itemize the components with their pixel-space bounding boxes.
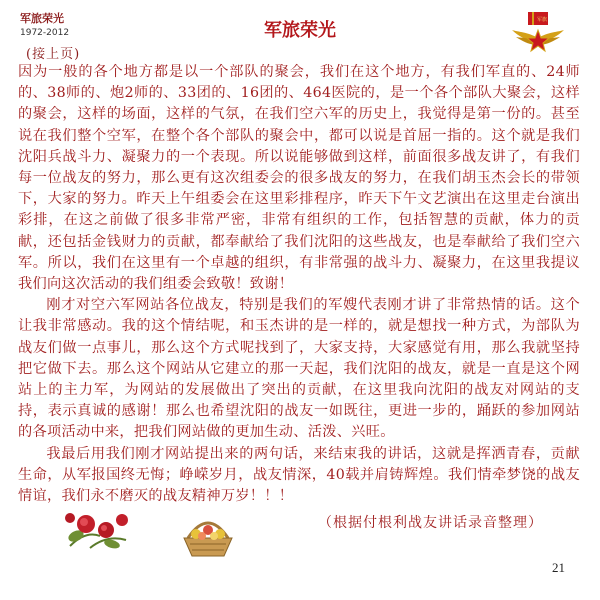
emblem-badge: 军旗 bbox=[536, 17, 548, 23]
source-note: （根据付根利战友讲话录音整理） bbox=[318, 515, 543, 531]
paragraph-3: 我最后用我们刚才网站提出来的两句话，来结束我的讲话，这就是挥洒青春，贡献生命，从军报国终无悔；峥嵘岁月，战友情深，40载并肩铸辉煌。我们情牵梦饶的战友情谊，我们永不磨灭的战友精神万岁！！！ bbox=[18, 445, 580, 505]
page-number: 21 bbox=[552, 560, 565, 575]
article-body bbox=[18, 62, 580, 507]
air-force-emblem-icon bbox=[510, 8, 566, 56]
flowers-decoration-icon bbox=[60, 506, 136, 554]
brand-years: 1972-2012 bbox=[20, 28, 70, 38]
paragraph-2: 刚才对空六军网站各位战友，特别是我们的军嫂代表刚才讲了非常热情的话。这个让我非常感动。我的这个情结呢，和玉杰讲的是一样的，就是想找一种方式，为部队为战友们做一点事儿，那么这个方式呢找到了，大家支持，大家感觉有用，那么我就坚持把它做下去。那么这个网站从它建立的那一天起，我们沈阳的战友，就是一直是这个网站上的主力军，为网站的发展做出了突出的贡献，在这里我向沈阳的战友对网站的支持，表示真诚的感谢！那么也希望沈阳的战友一如既往，更进一步的，踊跃的参加网站的各项活动中来，把我们网站做的更加生动、活泼、兴旺。 bbox=[18, 297, 580, 441]
continued-marker: (接上页) bbox=[26, 47, 81, 62]
paragraph-1: 因为一般的各个地方都是以一个部队的聚会，我们在这个地方，有我们军直的、24师的、38师的、炮2师的、33团的、16团的、464医院的，是一个各个部队大聚会，这样的聚会，这样的场面，这样的气氛，在我们空六军的历史上，我觉得是第一份的。甚至说在我们整个空军，在整个各个部队的聚会中，都可以说是首屈一指的。这个就是我们沈阳兵战斗力、凝聚力的一个表现。所以说能够做到这样，前面很多战友讲了，有我们每一位战友的努力，那么更有这次组委会的很多战友的努力，在我们胡玉杰会长的带领下，大家的努力。昨天上午组委会在这里彩排程序，昨天下午文艺演出在这里走台演出彩排，在这之前做了很多非常严密，非常有组织的工作，包括智慧的贡献，体力的贡献，还包括金钱财力的贡献，都奉献给了我们沈阳的这些战友，也是奉献给了我们空六军。所以，我们在这里有一个卓越的组织，有非常强的战斗力、凝聚力，在这里我提议我们向这次活动的我们组委会致敬！致谢！ bbox=[18, 64, 580, 293]
flower-basket-decoration-icon bbox=[176, 512, 240, 558]
brand-title: 军旅荣光 bbox=[20, 12, 64, 25]
page-title: 军旅荣光 bbox=[264, 20, 336, 41]
